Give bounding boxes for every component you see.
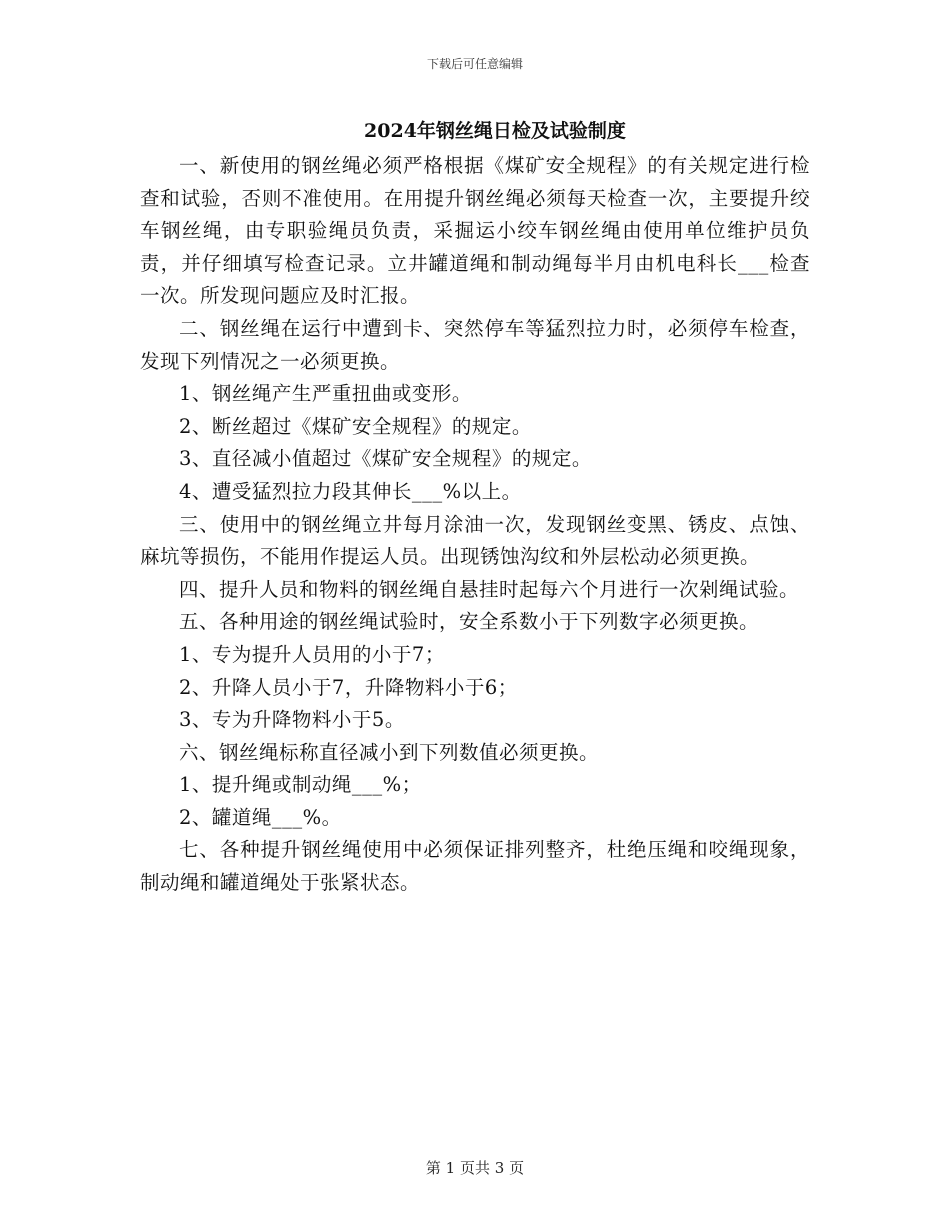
paragraph: 2、升降人员小于7，升降物料小于6； — [179, 675, 518, 699]
document-body — [140, 150, 810, 900]
paragraph: 1、提升绳或制动绳___%； — [179, 773, 422, 797]
document-title: 2024年钢丝绳日检及试验制度 — [364, 120, 626, 142]
paragraph: 一、新使用的钢丝绳必须严格根据《煤矿安全规程》的有关规定进行检查和试验，否则不准使用。在用提升钢丝绳必须每天检查一次，主要提升绞车钢丝绳，由专职验绳员负责，采掘运小绞车钢丝绳由使用单位维护员负责，并仔细填写检查记录。立井罐道绳和制动绳每半月由机电科长___检查一次。所发现问题应及时汇报。 — [140, 154, 810, 308]
paragraph: 2、断丝超过《煤矿安全规程》的规定。 — [179, 414, 532, 438]
paragraph: 1、钢丝绳产生严重扭曲或变形。 — [179, 382, 472, 406]
paragraph: 3、专为升降物料小于5。 — [179, 708, 405, 732]
paragraph: 4、遭受猛烈拉力段其伸长___%以上。 — [179, 479, 522, 503]
paragraph: 五、各种用途的钢丝绳试验时，安全系数小于下列数字必须更换。 — [179, 610, 760, 634]
paragraph: 七、各种提升钢丝绳使用中必须保证排列整齐，杜绝压绳和咬绳现象，制动绳和罐道绳处于张紧状态。 — [140, 838, 810, 895]
paragraph: 3、直径减小值超过《煤矿安全规程》的规定。 — [179, 447, 592, 471]
paragraph: 六、钢丝绳标称直径减小到下列数值必须更换。 — [179, 740, 600, 764]
paragraph: 三、使用中的钢丝绳立井每月涂油一次，发现钢丝变黑、锈皮、点蚀、麻坑等损伤，不能用作提运人员。出现锈蚀沟纹和外层松动必须更换。 — [140, 512, 810, 569]
page-header: 下载后可任意编辑 — [426, 57, 523, 71]
page-number: 第 1 页共 3 页 — [425, 1159, 525, 1177]
paragraph: 1、专为提升人员用的小于7； — [179, 642, 445, 666]
paragraph: 2、罐道绳___%。 — [179, 805, 342, 829]
paragraph: 二、钢丝绳在运行中遭到卡、突然停车等猛烈拉力时，必须停车检查，发现下列情况之一必须更换。 — [140, 316, 810, 373]
paragraph: 四、提升人员和物料的钢丝绳自悬挂时起每六个月进行一次剁绳试验。 — [179, 577, 800, 601]
